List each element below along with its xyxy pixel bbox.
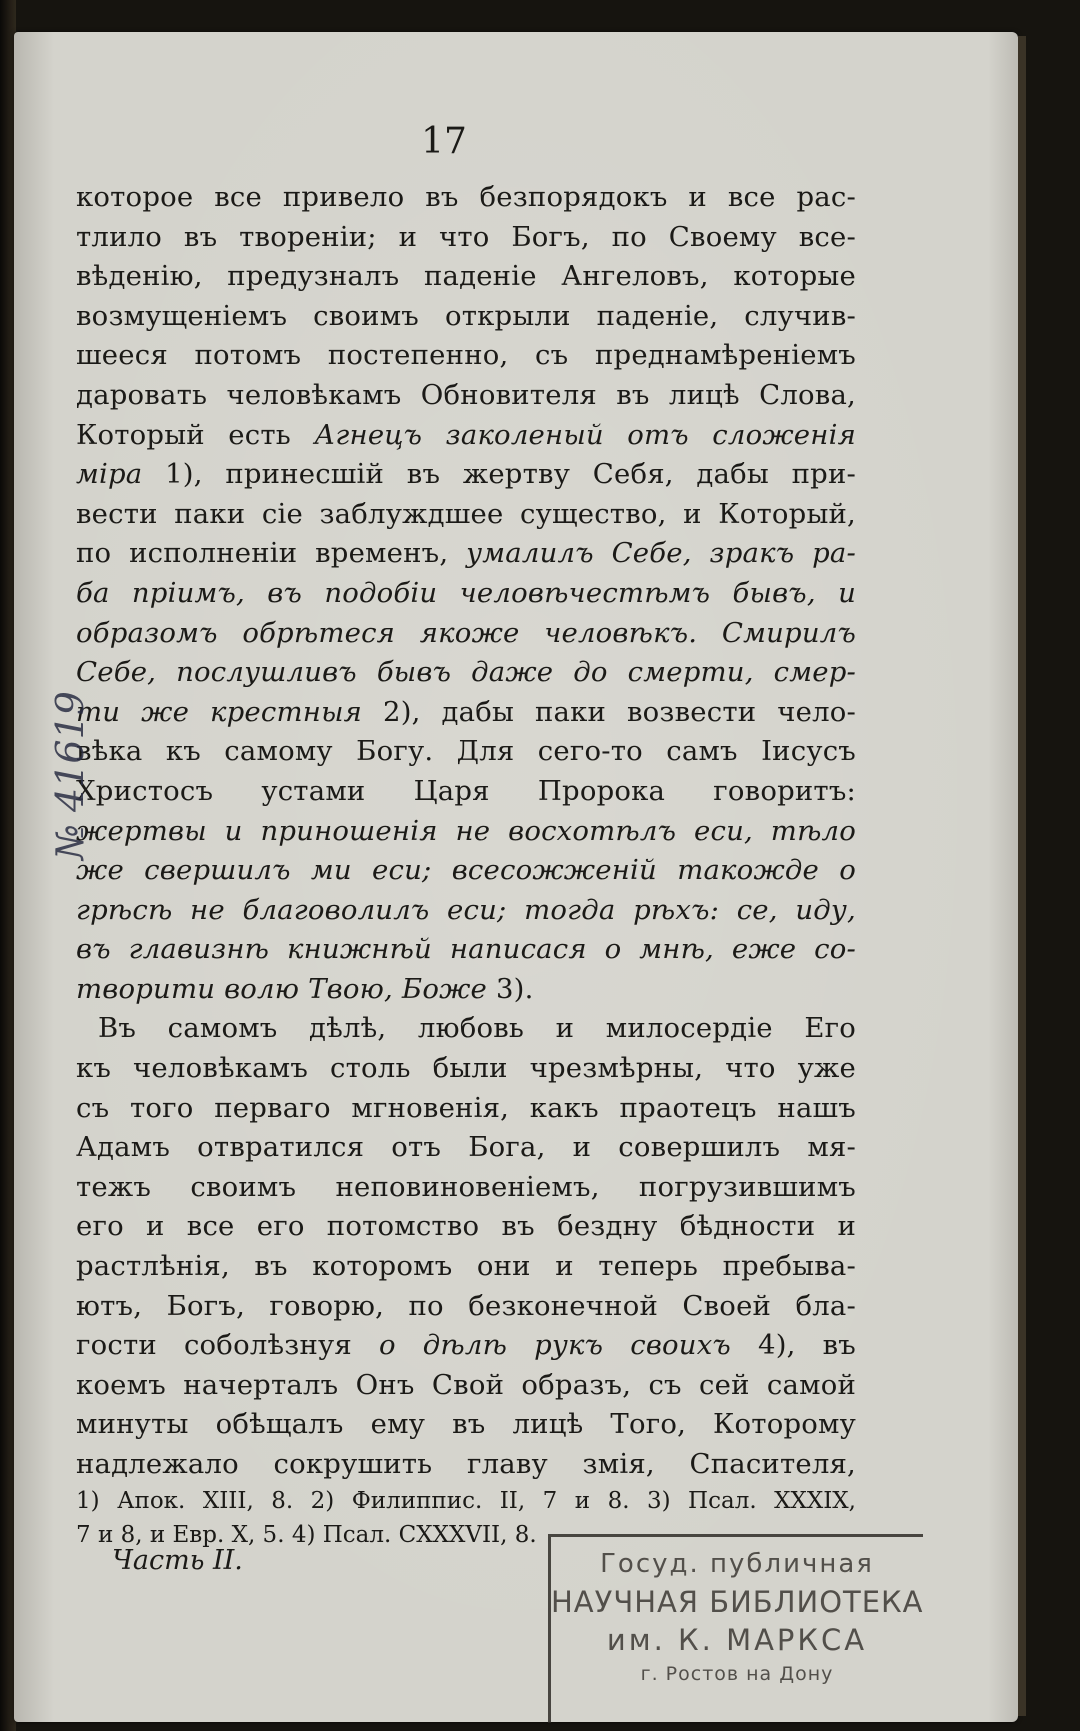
text-line bbox=[76, 851, 856, 891]
stamp-line: им. К. МАРКСА bbox=[606, 1623, 868, 1657]
text-segment: 4), въ bbox=[730, 1329, 856, 1362]
text-segment: Въ самомъ дѣлѣ, любовь и милосердіе Его bbox=[98, 1012, 856, 1045]
signature-mark: Часть II. bbox=[112, 1545, 243, 1576]
text-segment: даровать человѣкамъ Обновителя въ лицѣ Слова, bbox=[76, 378, 856, 411]
page-number: 17 bbox=[421, 121, 467, 162]
text-segment: по исполненіи временъ, bbox=[76, 537, 467, 570]
text-segment: Который есть bbox=[76, 418, 315, 451]
text-line bbox=[76, 1128, 856, 1168]
text-segment: Адамъ отвратился отъ Бога, и совершилъ мя- bbox=[76, 1131, 856, 1164]
text-segment: гости соболѣзнуя bbox=[76, 1329, 379, 1362]
text-segment: коемъ начерталъ Онъ Свой образъ, съ сей самой bbox=[76, 1368, 856, 1401]
italic-segment: Агнецъ заколеный отъ сложенія bbox=[314, 418, 856, 451]
text-line bbox=[76, 178, 856, 218]
page-edge bbox=[1018, 36, 1026, 1716]
italic-segment: творити волю Твою, Боже bbox=[76, 972, 488, 1005]
text-segment: 1), принесшій въ жертву Себя, дабы при- bbox=[142, 458, 856, 491]
text-segment: 2), дабы паки возвести чело- bbox=[362, 695, 856, 728]
text-line bbox=[76, 812, 856, 852]
text-line bbox=[76, 1009, 856, 1049]
text-line bbox=[76, 1405, 856, 1445]
text-line bbox=[76, 376, 856, 416]
text-segment: возмущеніемъ своимъ открыли паденіе, случив- bbox=[76, 299, 856, 332]
text-line bbox=[76, 693, 856, 733]
text-line bbox=[76, 1366, 856, 1406]
text-line bbox=[76, 1445, 856, 1485]
text-segment: надлежало сокрушить главу змія, Спасителя, bbox=[76, 1448, 856, 1480]
text-line bbox=[76, 574, 856, 614]
text-segment: его и все его потомство въ бездну бѣдности и bbox=[76, 1210, 856, 1243]
stamp-line: г. Ростов на Дону bbox=[640, 1663, 834, 1685]
text-line bbox=[76, 336, 856, 376]
text-line bbox=[76, 455, 856, 495]
text-line bbox=[76, 732, 856, 772]
text-line bbox=[76, 891, 856, 931]
stamp-line: Госуд. публичная bbox=[600, 1549, 874, 1579]
italic-segment: въ главизнѣ книжнѣй написася о мнѣ, еже со- bbox=[76, 933, 856, 966]
text-segment: шееся потомъ постепенно, съ преднамѣреніемъ bbox=[76, 339, 856, 372]
italic-segment: міра bbox=[76, 458, 143, 491]
text-segment: вѣденію, предузналъ паденіе Ангеловъ, которые bbox=[76, 260, 856, 293]
italic-segment: о дѣлѣ рукъ своихъ bbox=[378, 1329, 731, 1362]
text-line bbox=[76, 534, 856, 574]
text-line bbox=[76, 1247, 856, 1287]
text-segment: растлѣнія, въ которомъ они и теперь пребыва- bbox=[76, 1250, 856, 1283]
text-line bbox=[76, 614, 856, 654]
text-line bbox=[76, 970, 856, 1010]
italic-segment: ба пріимъ, въ подобіи человѣчестѣмъ бывъ, и bbox=[76, 576, 856, 609]
text-line bbox=[76, 297, 856, 337]
text-segment: ютъ, Богъ, говорю, по безконечной Своей бла- bbox=[76, 1289, 856, 1322]
text-line bbox=[76, 930, 856, 970]
text-segment: 3). bbox=[487, 972, 534, 1005]
text-segment: вѣка къ самому Богу. Для сего-то самъ Іисусъ bbox=[76, 735, 856, 768]
italic-segment: грѣсѣ не благоволилъ еси; тогда рѣхъ: се, иду, bbox=[76, 893, 856, 926]
text-segment: Христосъ устами Царя Пророка говоритъ: bbox=[76, 774, 856, 807]
italic-segment: ти же крестныя bbox=[76, 695, 363, 728]
text-line bbox=[76, 653, 856, 693]
text-line bbox=[76, 1207, 856, 1247]
text-segment: съ того перваго мгновенія, какъ праотецъ нашъ bbox=[76, 1091, 856, 1124]
text-line bbox=[76, 416, 856, 456]
footnote-line: 1) Апок. XIII, 8. 2) Филиппис. II, 7 и 8. 3) Псал. XXXIX, bbox=[76, 1488, 856, 1514]
text-segment: вести паки сіе заблуждшее существо, и Который, bbox=[76, 497, 856, 530]
italic-segment: жертвы и приношенія не восхотѣлъ еси, тѣло bbox=[76, 814, 856, 847]
text-segment: минуты обѣщалъ ему въ лицѣ Того, Которому bbox=[76, 1408, 856, 1441]
text-segment: къ человѣкамъ столь были чрезмѣрны, что уже bbox=[76, 1052, 856, 1085]
italic-segment: умалилъ Себе, зракъ ра- bbox=[466, 537, 856, 570]
text-segment: тежъ своимъ неповиновеніемъ, погрузившимъ bbox=[76, 1170, 856, 1203]
text-line bbox=[76, 1326, 856, 1366]
body-text bbox=[76, 178, 856, 1485]
text-line bbox=[76, 1168, 856, 1208]
text-line bbox=[76, 772, 856, 812]
footnote-line: 7 и 8, и Евр. X, 5. 4) Псал. CXXXVII, 8. bbox=[76, 1522, 537, 1548]
italic-segment: образомъ обрѣтеся якоже человѣкъ. Смирилъ bbox=[76, 616, 856, 649]
inventory-number: № 41619 bbox=[48, 691, 92, 860]
text-segment: которое все привело въ безпорядокъ и все рас- bbox=[76, 181, 856, 213]
italic-segment: же свершилъ ми еси; всесожженій такожде о bbox=[76, 854, 856, 887]
italic-segment: Себе, послушливъ бывъ даже до смерти, смер- bbox=[76, 656, 856, 689]
text-line bbox=[76, 257, 856, 297]
text-segment: тлило въ твореніи; и что Богъ, по Своему все- bbox=[76, 220, 856, 253]
text-line bbox=[76, 1049, 856, 1089]
text-line bbox=[76, 1089, 856, 1129]
text-line bbox=[76, 1287, 856, 1327]
stamp-line: НАУЧНАЯ БИБЛИОТЕКА bbox=[551, 1585, 924, 1619]
library-stamp bbox=[548, 1534, 923, 1723]
text-line bbox=[76, 495, 856, 535]
text-line bbox=[76, 218, 856, 258]
